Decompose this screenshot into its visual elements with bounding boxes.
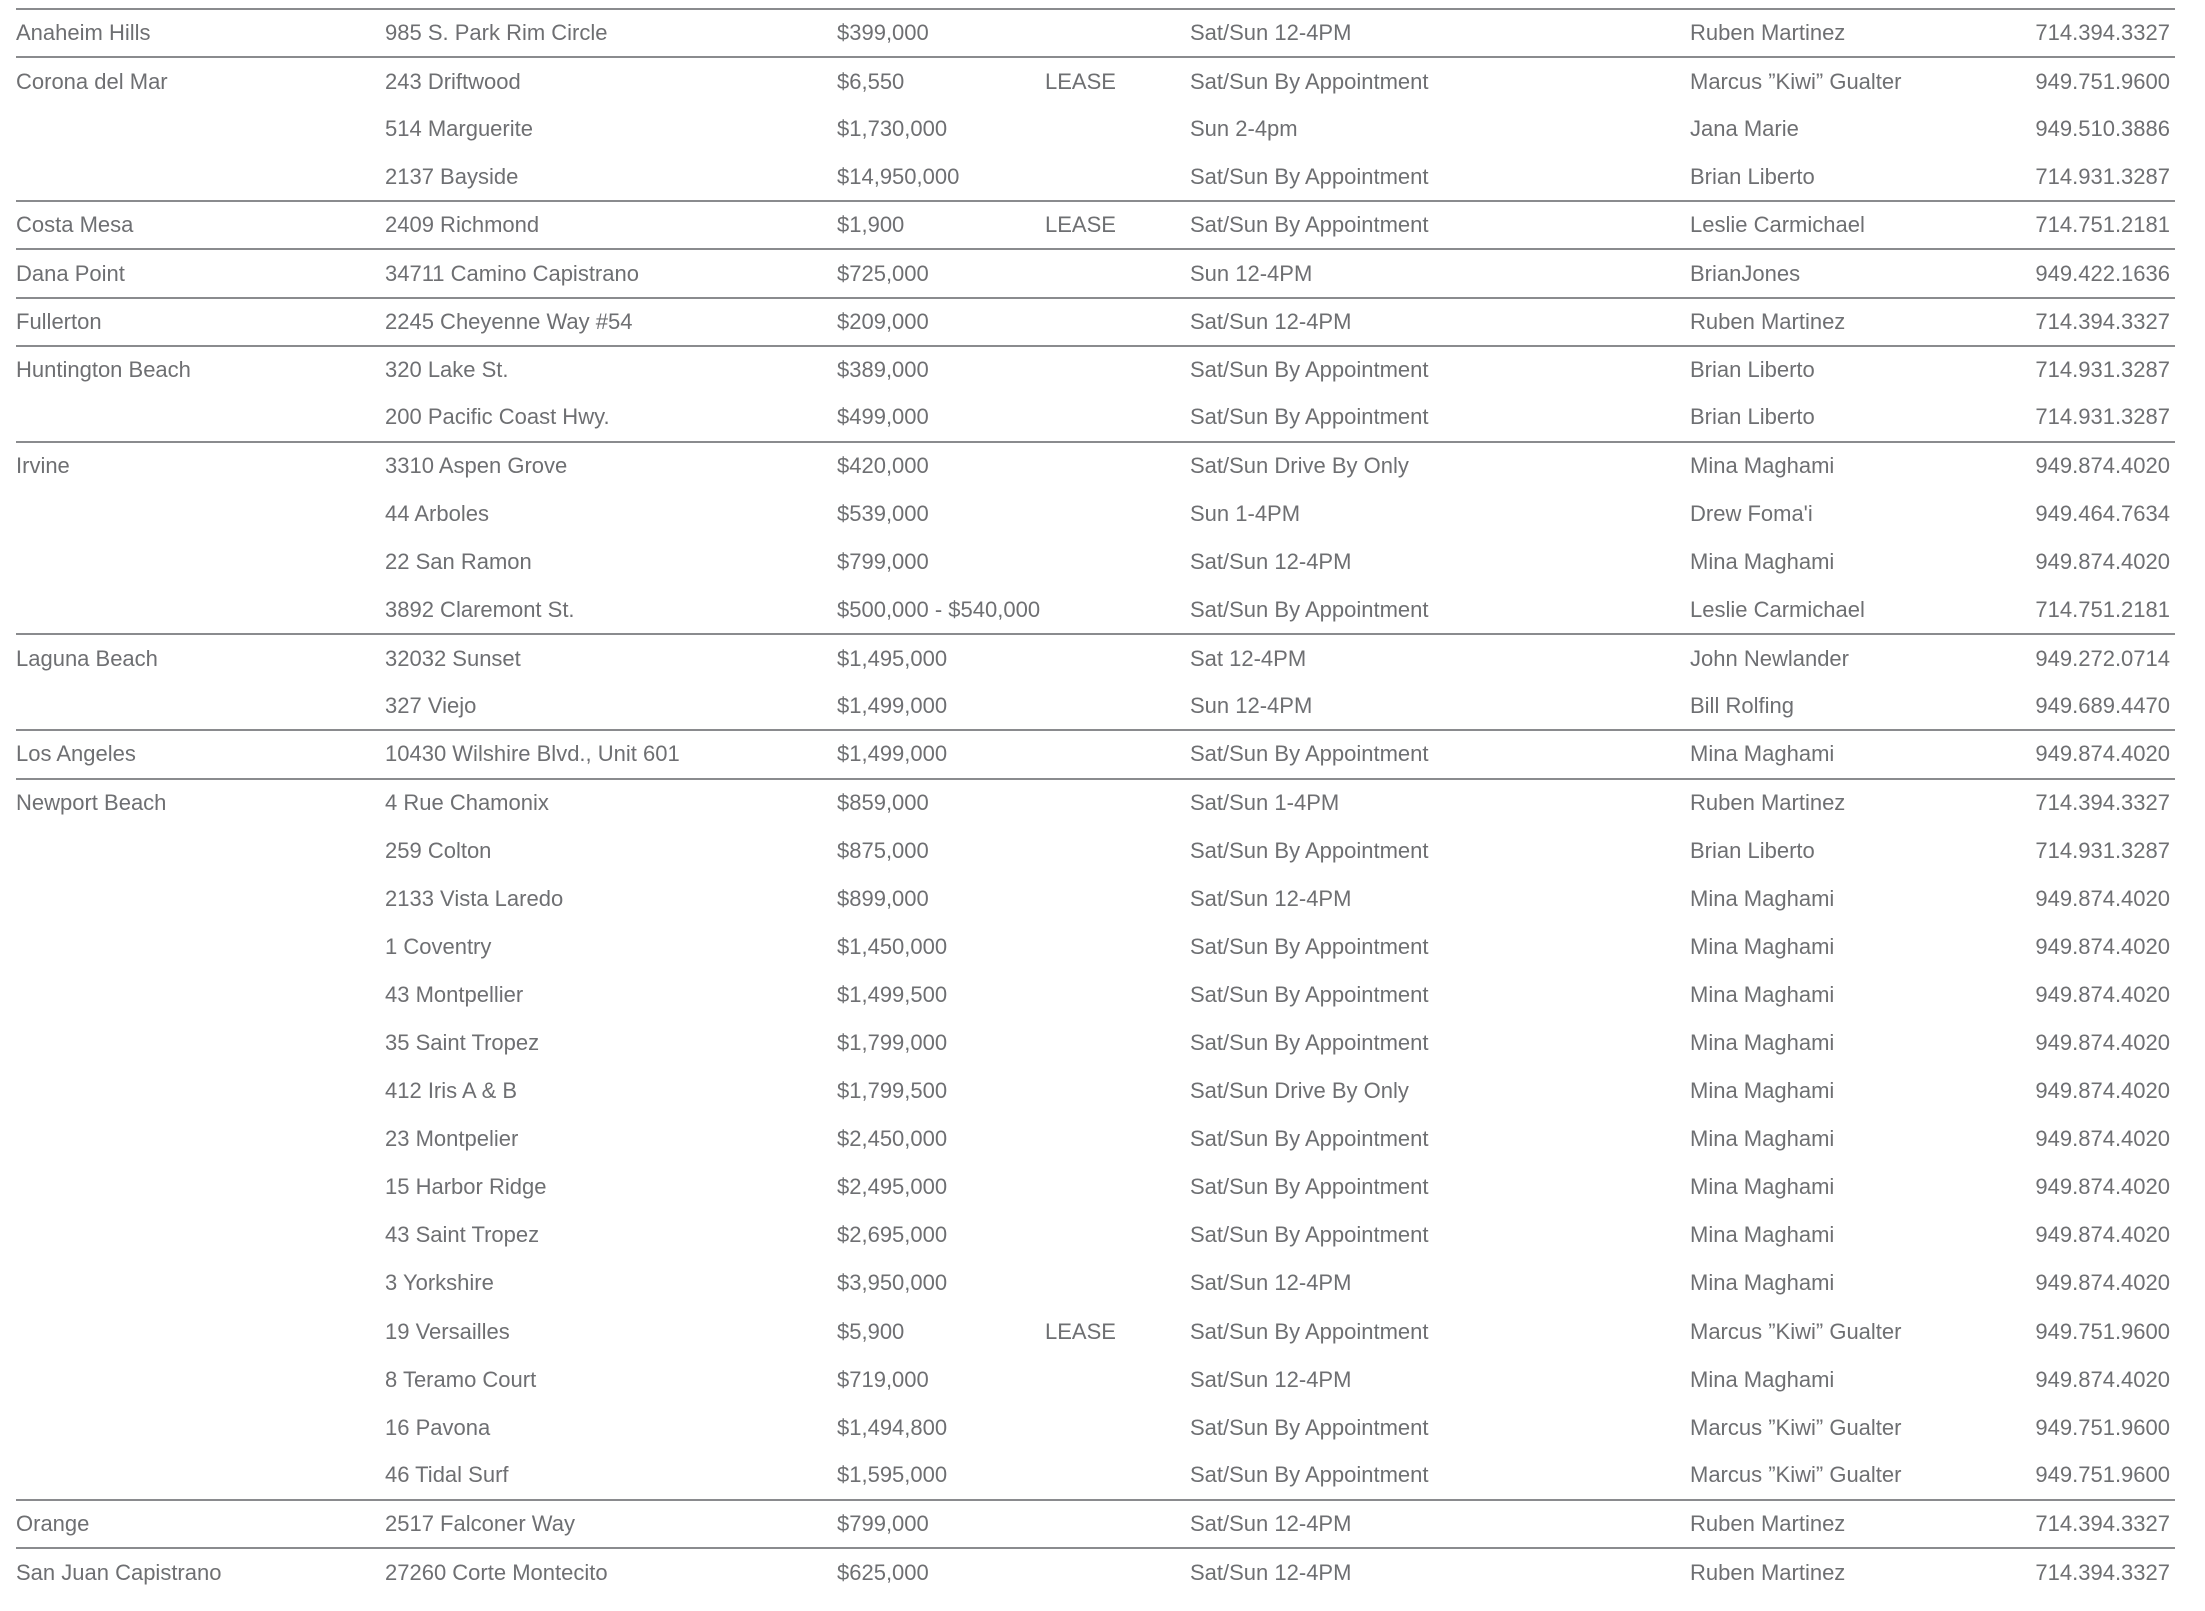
agent-cell: Mina Maghami [1690, 933, 1835, 959]
time-cell: Sat/Sun By Appointment [1190, 404, 1429, 430]
price-cell: $1,900 [837, 212, 905, 238]
listing-row [16, 298, 2175, 346]
time-cell: Sun 1-4PM [1190, 500, 1301, 526]
listing-row [16, 1259, 2175, 1307]
city-group [16, 57, 2175, 201]
city-cell: Fullerton [16, 308, 102, 334]
agent-cell: Mina Maghami [1690, 453, 1835, 479]
phone-cell: 714.931.3287 [2035, 404, 2170, 430]
lease-badge [1045, 1211, 1190, 1259]
address-cell: 200 Pacific Coast Hwy. [385, 404, 610, 430]
lease-badge [1045, 1500, 1190, 1548]
city-cell [16, 105, 385, 153]
agent-cell: Mina Maghami [1690, 1366, 1835, 1392]
address-cell: 2133 Vista Laredo [385, 885, 564, 911]
listing-row [16, 1019, 2175, 1067]
listing-row [16, 346, 2175, 394]
listing-row [16, 1500, 2175, 1548]
time-cell: Sat/Sun By Appointment [1190, 596, 1429, 622]
price-cell: $3,950,000 [837, 1270, 948, 1296]
city-group [16, 1548, 2175, 1596]
time-cell: Sat/Sun By Appointment [1190, 933, 1429, 959]
price-cell: $539,000 [837, 500, 929, 526]
price-cell: $725,000 [837, 260, 929, 286]
address-cell: 259 Colton [385, 837, 492, 863]
address-cell: 32032 Sunset [385, 645, 521, 671]
agent-cell: Drew Foma'i [1690, 500, 1813, 526]
time-cell: Sat/Sun Drive By Only [1190, 453, 1409, 479]
lease-badge: LEASE [1045, 1318, 1116, 1344]
address-cell: 27260 Corte Montecito [385, 1559, 608, 1585]
city-cell: Newport Beach [16, 790, 167, 816]
address-cell: 3892 Claremont St. [385, 596, 575, 622]
listing-row [16, 827, 2175, 875]
lease-badge [1045, 1259, 1190, 1307]
lease-badge [1045, 779, 1190, 827]
price-cell: $6,550 [837, 68, 905, 94]
listing-row [16, 634, 2175, 682]
address-cell: 16 Pavona [385, 1414, 491, 1440]
time-cell: Sat 12-4PM [1190, 645, 1307, 671]
phone-cell: 949.874.4020 [2035, 1030, 2170, 1056]
city-cell: Orange [16, 1510, 90, 1536]
city-cell [16, 1067, 385, 1115]
address-cell: 46 Tidal Surf [385, 1462, 509, 1488]
time-cell: Sat/Sun By Appointment [1190, 981, 1429, 1007]
lease-badge [1045, 298, 1190, 346]
phone-cell: 949.874.4020 [2035, 453, 2170, 479]
city-cell [16, 394, 385, 442]
listing-row [16, 682, 2175, 730]
phone-cell: 949.751.9600 [2035, 1462, 2170, 1488]
city-group [16, 298, 2175, 346]
phone-cell: 949.874.4020 [2035, 1126, 2170, 1152]
lease-badge [1045, 682, 1190, 730]
phone-cell: 949.874.4020 [2035, 1222, 2170, 1248]
listing-row [16, 1163, 2175, 1211]
city-group [16, 779, 2175, 1500]
city-cell: Irvine [16, 453, 70, 479]
listing-row [16, 1211, 2175, 1259]
city-cell [16, 1019, 385, 1067]
listing-row [16, 394, 2175, 442]
address-cell: 15 Harbor Ridge [385, 1174, 547, 1200]
city-cell [16, 1163, 385, 1211]
listing-row [16, 249, 2175, 297]
lease-badge [1045, 1163, 1190, 1211]
address-cell: 514 Marguerite [385, 116, 533, 142]
address-cell: 19 Versailles [385, 1318, 510, 1344]
address-cell: 23 Montpelier [385, 1126, 519, 1152]
agent-cell: Bill Rolfing [1690, 692, 1794, 718]
listing-row [16, 586, 2175, 634]
agent-cell: Brian Liberto [1690, 163, 1815, 189]
address-cell: 243 Driftwood [385, 68, 521, 94]
agent-cell: Mina Maghami [1690, 981, 1835, 1007]
address-cell: 412 Iris A & B [385, 1078, 518, 1104]
address-cell: 2517 Falconer Way [385, 1510, 575, 1536]
phone-cell: 949.689.4470 [2035, 692, 2170, 718]
agent-cell: Mina Maghami [1690, 885, 1835, 911]
time-cell: Sat/Sun 12-4PM [1190, 1510, 1352, 1536]
time-cell: Sat/Sun By Appointment [1190, 1126, 1429, 1152]
lease-badge [1045, 538, 1190, 586]
time-cell: Sat/Sun By Appointment [1190, 212, 1429, 238]
address-cell: 43 Montpellier [385, 981, 524, 1007]
lease-badge [1045, 730, 1190, 778]
price-cell: $1,495,000 [837, 645, 948, 671]
listing-row [16, 1067, 2175, 1115]
city-cell: Los Angeles [16, 741, 136, 767]
phone-cell: 949.874.4020 [2035, 549, 2170, 575]
city-cell [16, 1452, 385, 1500]
phone-cell: 714.931.3287 [2035, 837, 2170, 863]
time-cell: Sat/Sun By Appointment [1190, 1030, 1429, 1056]
phone-cell: 714.394.3327 [2035, 20, 2170, 46]
address-cell: 34711 Camino Capistrano [385, 260, 639, 286]
price-cell: $2,450,000 [837, 1126, 948, 1152]
lease-badge [1045, 971, 1190, 1019]
time-cell: Sat/Sun 12-4PM [1190, 20, 1352, 46]
lease-badge: LEASE [1045, 68, 1116, 94]
phone-cell: 949.751.9600 [2035, 1318, 2170, 1344]
time-cell: Sat/Sun By Appointment [1190, 837, 1429, 863]
agent-cell: John Newlander [1690, 645, 1849, 671]
city-cell: Costa Mesa [16, 212, 134, 238]
address-cell: 2409 Richmond [385, 212, 540, 238]
price-cell: $389,000 [837, 357, 929, 383]
open-house-table [16, 8, 2175, 1596]
city-cell [16, 1404, 385, 1452]
lease-badge [1045, 1548, 1190, 1596]
time-cell: Sun 2-4pm [1190, 116, 1298, 142]
city-group [16, 346, 2175, 442]
listing-row [16, 153, 2175, 201]
price-cell: $399,000 [837, 20, 929, 46]
phone-cell: 949.874.4020 [2035, 741, 2170, 767]
listing-row [16, 1308, 2175, 1356]
city-cell [16, 586, 385, 634]
agent-cell: Ruben Martinez [1690, 790, 1846, 816]
city-cell: Dana Point [16, 260, 125, 286]
lease-badge [1045, 634, 1190, 682]
lease-badge [1045, 9, 1190, 57]
agent-cell: Brian Liberto [1690, 404, 1815, 430]
time-cell: Sat/Sun 1-4PM [1190, 790, 1340, 816]
agent-cell: Mina Maghami [1690, 1030, 1835, 1056]
price-cell: $799,000 [837, 1510, 929, 1536]
price-cell: $1,799,000 [837, 1030, 948, 1056]
address-cell: 22 San Ramon [385, 549, 532, 575]
agent-cell: Ruben Martinez [1690, 20, 1846, 46]
lease-badge [1045, 586, 1190, 634]
time-cell: Sat/Sun By Appointment [1190, 68, 1429, 94]
city-cell: San Juan Capistrano [16, 1559, 222, 1585]
city-cell [16, 827, 385, 875]
listing-row [16, 971, 2175, 1019]
phone-cell: 714.751.2181 [2035, 596, 2170, 622]
price-cell: $2,695,000 [837, 1222, 948, 1248]
listing-row [16, 730, 2175, 778]
phone-cell: 949.874.4020 [2035, 981, 2170, 1007]
phone-cell: 714.931.3287 [2035, 357, 2170, 383]
agent-cell: Mina Maghami [1690, 1126, 1835, 1152]
address-cell: 320 Lake St. [385, 357, 509, 383]
city-cell [16, 1211, 385, 1259]
listing-row [16, 442, 2175, 490]
city-cell [16, 1115, 385, 1163]
agent-cell: Jana Marie [1690, 116, 1799, 142]
price-cell: $209,000 [837, 308, 929, 334]
agent-cell: Leslie Carmichael [1690, 596, 1865, 622]
agent-cell: BrianJones [1690, 260, 1801, 286]
agent-cell: Ruben Martinez [1690, 1510, 1846, 1536]
listing-row [16, 1548, 2175, 1596]
address-cell: 2137 Bayside [385, 163, 519, 189]
phone-cell: 714.931.3287 [2035, 163, 2170, 189]
phone-cell: 949.874.4020 [2035, 1174, 2170, 1200]
listing-row [16, 9, 2175, 57]
price-cell: $1,499,000 [837, 741, 948, 767]
lease-badge [1045, 1115, 1190, 1163]
city-group [16, 442, 2175, 634]
agent-cell: Ruben Martinez [1690, 1559, 1846, 1585]
lease-badge [1045, 442, 1190, 490]
time-cell: Sat/Sun 12-4PM [1190, 549, 1352, 575]
price-cell: $1,799,500 [837, 1078, 948, 1104]
agent-cell: Mina Maghami [1690, 1222, 1835, 1248]
lease-badge [1045, 346, 1190, 394]
city-group [16, 201, 2175, 249]
city-cell [16, 490, 385, 538]
phone-cell: 949.874.4020 [2035, 1366, 2170, 1392]
phone-cell: 949.751.9600 [2035, 68, 2170, 94]
time-cell: Sat/Sun 12-4PM [1190, 1366, 1352, 1392]
city-cell: Huntington Beach [16, 357, 191, 383]
price-cell: $1,730,000 [837, 116, 948, 142]
agent-cell: Marcus ”Kiwi” Gualter [1690, 1414, 1902, 1440]
listing-row [16, 105, 2175, 153]
time-cell: Sat/Sun Drive By Only [1190, 1078, 1409, 1104]
time-cell: Sat/Sun By Appointment [1190, 1174, 1429, 1200]
city-cell [16, 1356, 385, 1404]
time-cell: Sun 12-4PM [1190, 692, 1313, 718]
city-cell [16, 875, 385, 923]
agent-cell: Mina Maghami [1690, 1270, 1835, 1296]
city-cell: Anaheim Hills [16, 20, 151, 46]
phone-cell: 714.394.3327 [2035, 790, 2170, 816]
address-cell: 3310 Aspen Grove [385, 453, 568, 479]
address-cell: 44 Arboles [385, 500, 489, 526]
price-cell: $625,000 [837, 1559, 929, 1585]
address-cell: 2245 Cheyenne Way #54 [385, 308, 633, 334]
phone-cell: 714.751.2181 [2035, 212, 2170, 238]
phone-cell: 949.874.4020 [2035, 885, 2170, 911]
price-cell: $420,000 [837, 453, 929, 479]
time-cell: Sat/Sun 12-4PM [1190, 308, 1352, 334]
lease-badge [1045, 490, 1190, 538]
price-cell: $859,000 [837, 790, 929, 816]
city-cell: Corona del Mar [16, 68, 168, 94]
time-cell: Sat/Sun By Appointment [1190, 1462, 1429, 1488]
lease-badge [1045, 1356, 1190, 1404]
address-cell: 985 S. Park Rim Circle [385, 20, 608, 46]
listing-row [16, 1452, 2175, 1500]
time-cell: Sat/Sun By Appointment [1190, 1222, 1429, 1248]
city-cell [16, 971, 385, 1019]
city-cell [16, 153, 385, 201]
time-cell: Sat/Sun 12-4PM [1190, 885, 1352, 911]
time-cell: Sat/Sun By Appointment [1190, 741, 1429, 767]
phone-cell: 949.874.4020 [2035, 1270, 2170, 1296]
lease-badge [1045, 394, 1190, 442]
time-cell: Sat/Sun 12-4PM [1190, 1559, 1352, 1585]
address-cell: 327 Viejo [385, 692, 477, 718]
address-cell: 4 Rue Chamonix [385, 790, 549, 816]
address-cell: 10430 Wilshire Blvd., Unit 601 [385, 741, 680, 767]
address-cell: 35 Saint Tropez [385, 1030, 540, 1056]
city-group [16, 249, 2175, 297]
price-cell: $875,000 [837, 837, 929, 863]
price-cell: $1,499,500 [837, 981, 948, 1007]
address-cell: 1 Coventry [385, 933, 492, 959]
phone-cell: 949.874.4020 [2035, 1078, 2170, 1104]
agent-cell: Marcus ”Kiwi” Gualter [1690, 1462, 1902, 1488]
city-cell [16, 682, 385, 730]
listing-row [16, 923, 2175, 971]
agent-cell: Mina Maghami [1690, 1078, 1835, 1104]
city-cell [16, 923, 385, 971]
price-cell: $719,000 [837, 1366, 929, 1392]
phone-cell: 949.422.1636 [2035, 260, 2170, 286]
listing-row [16, 1404, 2175, 1452]
price-cell: $14,950,000 [837, 163, 960, 189]
phone-cell: 949.874.4020 [2035, 933, 2170, 959]
agent-cell: Mina Maghami [1690, 1174, 1835, 1200]
listing-row [16, 538, 2175, 586]
city-group [16, 634, 2175, 730]
price-cell: $500,000 - $540,000 [837, 596, 1041, 622]
lease-badge [1045, 249, 1190, 297]
listing-row [16, 875, 2175, 923]
price-cell: $1,494,800 [837, 1414, 948, 1440]
phone-cell: 714.394.3327 [2035, 1559, 2170, 1585]
agent-cell: Marcus ”Kiwi” Gualter [1690, 1318, 1902, 1344]
lease-badge [1045, 105, 1190, 153]
agent-cell: Mina Maghami [1690, 741, 1835, 767]
lease-badge [1045, 1019, 1190, 1067]
time-cell: Sat/Sun 12-4PM [1190, 1270, 1352, 1296]
price-cell: $1,595,000 [837, 1462, 948, 1488]
agent-cell: Ruben Martinez [1690, 308, 1846, 334]
time-cell: Sat/Sun By Appointment [1190, 1414, 1429, 1440]
phone-cell: 714.394.3327 [2035, 308, 2170, 334]
lease-badge: LEASE [1045, 212, 1116, 238]
city-cell [16, 1308, 385, 1356]
agent-cell: Brian Liberto [1690, 357, 1815, 383]
listing-row [16, 201, 2175, 249]
listing-row [16, 1356, 2175, 1404]
price-cell: $1,450,000 [837, 933, 948, 959]
phone-cell: 949.510.3886 [2035, 116, 2170, 142]
agent-cell: Marcus ”Kiwi” Gualter [1690, 68, 1902, 94]
lease-badge [1045, 153, 1190, 201]
lease-badge [1045, 1404, 1190, 1452]
phone-cell: 949.464.7634 [2035, 500, 2170, 526]
address-cell: 43 Saint Tropez [385, 1222, 540, 1248]
city-group [16, 9, 2175, 57]
price-cell: $799,000 [837, 549, 929, 575]
price-cell: $499,000 [837, 404, 929, 430]
price-cell: $5,900 [837, 1318, 905, 1344]
price-cell: $899,000 [837, 885, 929, 911]
phone-cell: 714.394.3327 [2035, 1510, 2170, 1536]
phone-cell: 949.751.9600 [2035, 1414, 2170, 1440]
agent-cell: Leslie Carmichael [1690, 212, 1865, 238]
time-cell: Sat/Sun By Appointment [1190, 357, 1429, 383]
listing-row [16, 779, 2175, 827]
agent-cell: Brian Liberto [1690, 837, 1815, 863]
lease-badge [1045, 827, 1190, 875]
lease-badge [1045, 1452, 1190, 1500]
city-group [16, 1500, 2175, 1548]
time-cell: Sat/Sun By Appointment [1190, 1318, 1429, 1344]
time-cell: Sun 12-4PM [1190, 260, 1313, 286]
address-cell: 8 Teramo Court [385, 1366, 537, 1392]
listing-row [16, 490, 2175, 538]
city-cell [16, 1259, 385, 1307]
city-group [16, 730, 2175, 778]
listing-row [16, 1115, 2175, 1163]
address-cell: 3 Yorkshire [385, 1270, 494, 1296]
city-cell [16, 538, 385, 586]
city-cell: Laguna Beach [16, 645, 158, 671]
listing-row [16, 57, 2175, 105]
phone-cell: 949.272.0714 [2035, 645, 2170, 671]
lease-badge [1045, 923, 1190, 971]
lease-badge [1045, 875, 1190, 923]
price-cell: $1,499,000 [837, 692, 948, 718]
lease-badge [1045, 1067, 1190, 1115]
time-cell: Sat/Sun By Appointment [1190, 163, 1429, 189]
agent-cell: Mina Maghami [1690, 549, 1835, 575]
price-cell: $2,495,000 [837, 1174, 948, 1200]
